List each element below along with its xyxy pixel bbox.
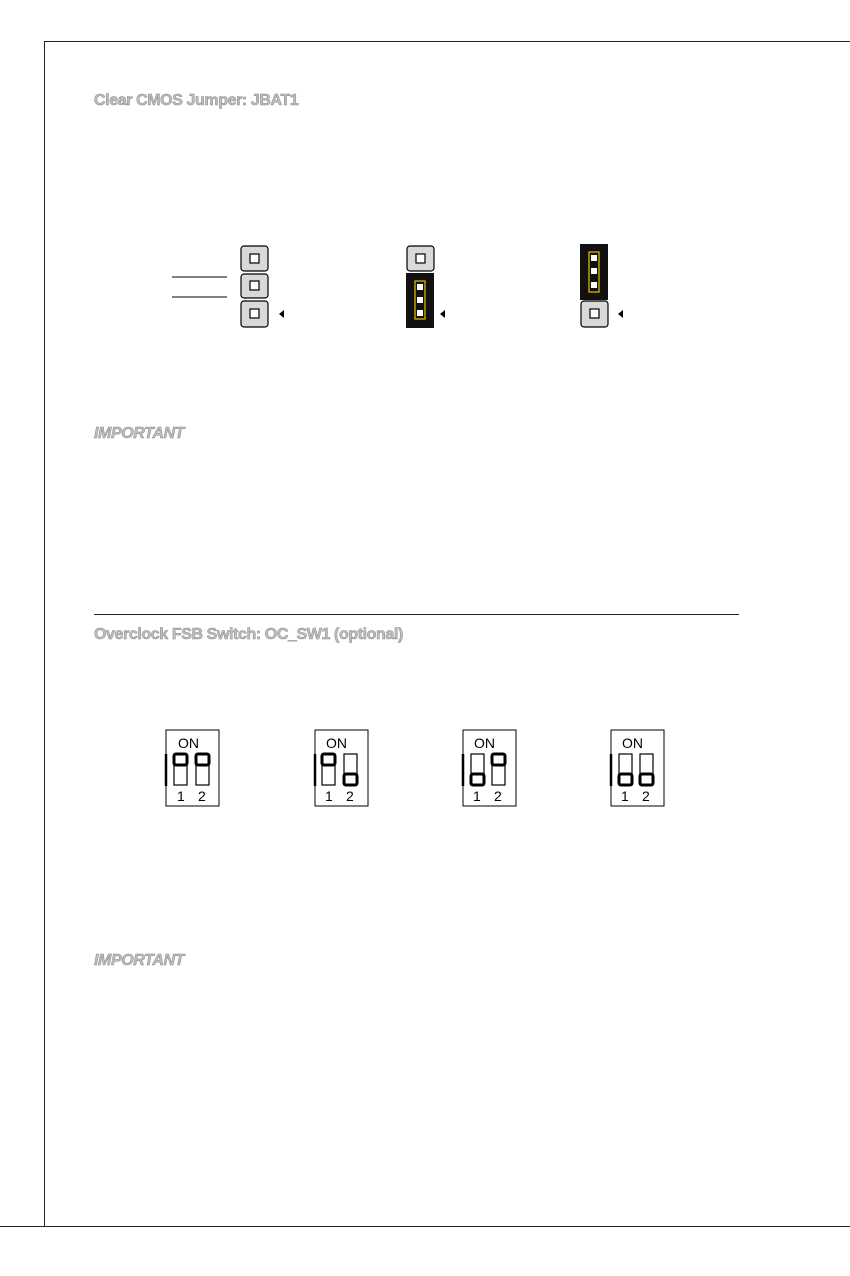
dip-switch-lever: [196, 754, 209, 765]
jbat1-jumper-open: [241, 246, 284, 327]
dip-switch-lever: [619, 774, 632, 785]
dip-on-label: ON: [622, 735, 643, 751]
dip-switch-icon: [166, 730, 219, 806]
jbat1-section-title: Clear CMOS Jumper: JBAT1: [94, 92, 299, 109]
dip-number-1: 1: [177, 788, 185, 804]
jumper-pin-hole: [417, 284, 423, 290]
dip-switch-lever: [640, 774, 653, 785]
dip-switch-lever: [471, 774, 484, 785]
jumper-pin-hole: [591, 268, 597, 274]
dip-switch-icon: [611, 730, 664, 806]
dip-on-label: ON: [326, 735, 347, 751]
dip-number-2: 2: [346, 788, 354, 804]
important-heading-1: IMPORTANT: [94, 425, 185, 442]
dip-switch-lever: [174, 754, 187, 765]
dip-number-1: 1: [325, 788, 333, 804]
dip-switch-lever: [492, 754, 505, 765]
dip-on-label: ON: [178, 735, 199, 751]
dip-number-1: 1: [621, 788, 629, 804]
jumper-pin-hole: [591, 282, 597, 288]
jumper-pin-hole: [417, 297, 423, 303]
pin-1-marker-icon: [618, 310, 623, 318]
dip-switch-icon: [315, 730, 368, 806]
dip-switch-lever: [344, 774, 357, 785]
pin-1-marker-icon: [279, 310, 284, 318]
pin-1-marker-icon: [440, 310, 445, 318]
jumper-pin-hole: [250, 254, 259, 263]
important-heading-2: IMPORTANT: [94, 952, 185, 969]
oc-sw1-section-title: Overclock FSB Switch: OC_SW1 (optional): [94, 626, 403, 643]
oc-sw1-dip-switch-figure: [0, 700, 850, 830]
jbat1-jumper-clear-data: [580, 244, 623, 327]
dip-switch-icon: [463, 730, 516, 806]
jbat1-jumper-figure: [0, 0, 850, 400]
jbat1-jumper-keep-data: [406, 246, 445, 328]
jumper-pin-hole: [417, 310, 423, 316]
dip-on-label: ON: [474, 735, 495, 751]
jumper-pin-hole: [250, 281, 259, 290]
jumper-pin-hole: [416, 254, 425, 263]
dip-switch-lever: [322, 754, 335, 765]
dip-number-2: 2: [642, 788, 650, 804]
dip-number-2: 2: [494, 788, 502, 804]
section-divider: [94, 614, 739, 615]
dip-number-2: 2: [198, 788, 206, 804]
page-frame-bottom-rule: [0, 1226, 850, 1227]
jumper-pin-hole: [591, 255, 597, 261]
jumper-pin-hole: [250, 309, 259, 318]
jumper-pin-hole: [590, 309, 599, 318]
dip-number-1: 1: [473, 788, 481, 804]
